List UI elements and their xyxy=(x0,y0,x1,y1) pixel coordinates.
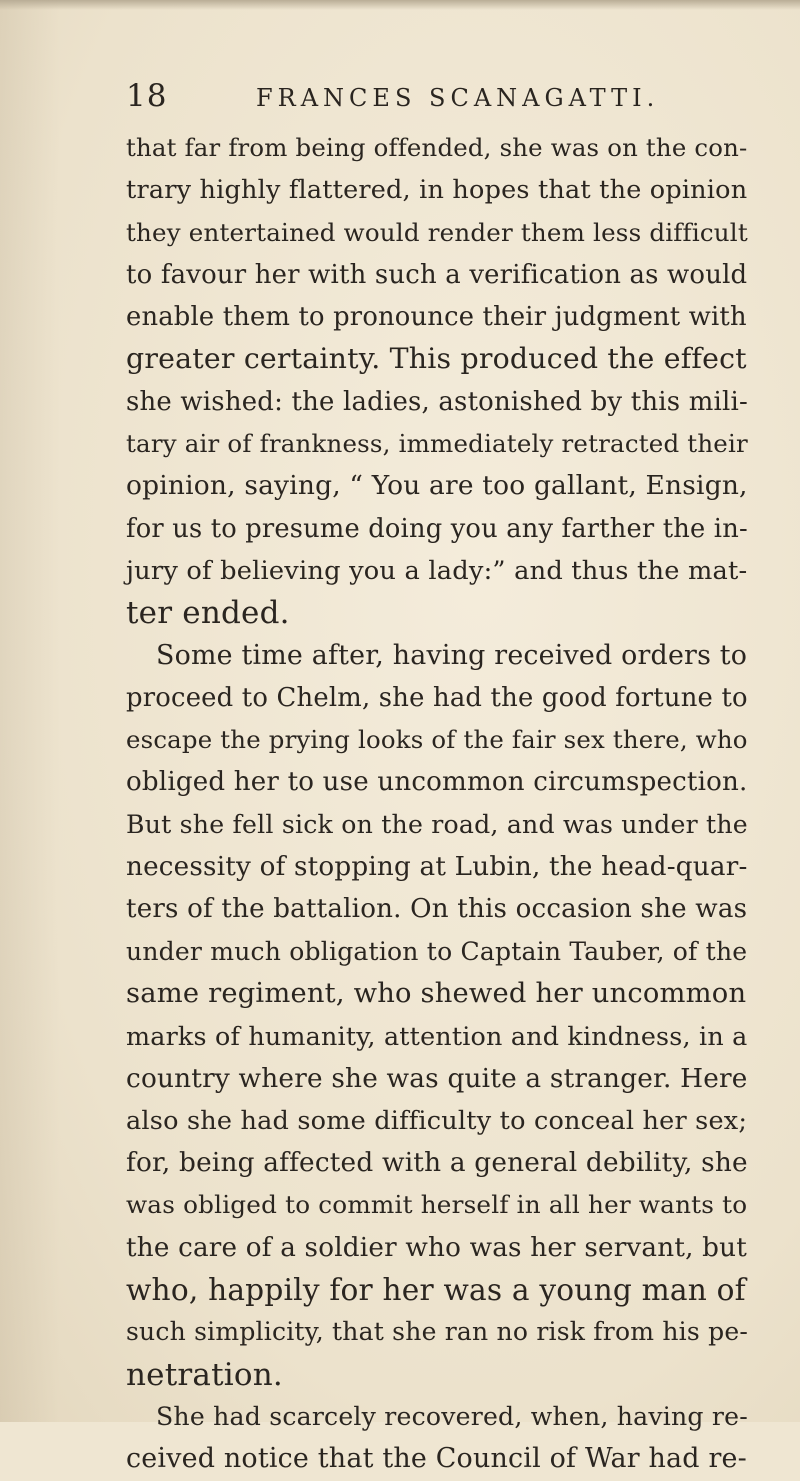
text-line: marks of humanity, attention and kindness, in a xyxy=(126,1021,748,1052)
text-line: ters of the battalion. On this occasion she was xyxy=(126,894,748,925)
text-line: trary highly flattered, in hopes that the opinion xyxy=(126,175,748,206)
text-line: ceived notice that the Council of War had re- xyxy=(126,1443,747,1475)
text-line: that far from being offended, she was on the con- xyxy=(126,133,748,162)
text-line: opinion, saying, “ You are too gallant, Ensign, xyxy=(126,470,748,502)
page-number: 18 xyxy=(126,78,168,114)
text-line: obliged her to use uncommon circumspection. xyxy=(126,767,748,798)
text-line: under much obligation to Captain Tauber, of the xyxy=(126,936,748,966)
text-line: was obliged to commit herself in all her wants to xyxy=(126,1190,748,1220)
text-line: for, being affected with a general debility, she xyxy=(126,1148,748,1179)
text-line: jury of believing you a lady:” and thus the mat- xyxy=(126,555,748,586)
text-line: ter ended. xyxy=(126,595,290,632)
text-line: they entertained would render them less difficult xyxy=(126,217,748,247)
page-top-edge xyxy=(0,0,800,10)
text-line: the care of a soldier who was her servant, but xyxy=(126,1232,747,1263)
text-line: tary air of frankness, immediately retracted their xyxy=(126,429,748,459)
text-line: proceed to Chelm, she had the good fortune to xyxy=(126,682,748,713)
text-line: greater certainty. This produced the effect xyxy=(126,342,747,376)
text-line: But she fell sick on the road, and was under the xyxy=(126,809,748,839)
text-line: escape the prying looks of the fair sex there, who xyxy=(126,725,748,755)
text-line: necessity of stopping at Lubin, the head-quar- xyxy=(126,852,748,883)
text-line: same regiment, who shewed her uncommon xyxy=(126,977,747,1009)
text-line: she wished: the ladies, astonished by this mili- xyxy=(126,386,748,417)
page-header xyxy=(126,78,726,118)
body-text xyxy=(126,127,749,1481)
text-line: netration. xyxy=(126,1356,283,1393)
paragraph-start-line: She had scarcely recovered, when, having re- xyxy=(156,1401,748,1431)
paragraph-start-line: Some time after, having received orders to xyxy=(156,639,748,671)
text-line: such simplicity, that she ran no risk from his pe- xyxy=(126,1317,749,1347)
text-line: who, happily for her was a young man of xyxy=(126,1273,746,1308)
text-line: enable them to pronounce their judgment with xyxy=(126,302,747,333)
text-line: country where she was quite a stranger. Here xyxy=(126,1063,748,1094)
text-line: to favour her with such a verification as would xyxy=(126,259,748,290)
text-line: for us to presume doing you any farther the in- xyxy=(126,513,748,544)
text-line: also she had some difficulty to conceal her sex; xyxy=(126,1105,748,1136)
running-head: FRANCES SCANAGATTI. xyxy=(256,84,660,112)
